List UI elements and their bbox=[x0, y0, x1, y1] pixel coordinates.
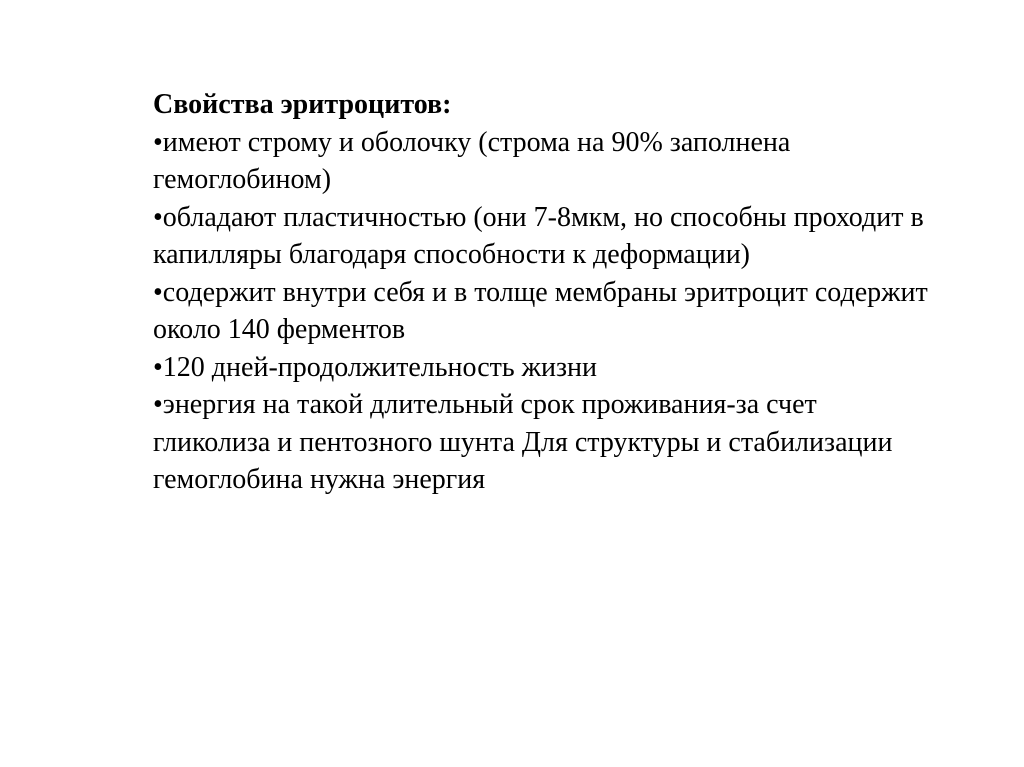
bullet-item-1: •имеют строму и оболочку (строма на 90% заполнена гемоглобином) bbox=[153, 126, 791, 195]
slide-content bbox=[153, 86, 933, 499]
slide-title: Свойства эритроцитов: bbox=[153, 89, 452, 120]
bullet-item-5: •энергия на такой длительный срок проживания-за счет гликолиза и пентозного шунта Для структуры и стабилизации гемоглобина нужна энергия bbox=[153, 389, 893, 495]
bullet-item-2: •обладают пластичностью (они 7-8мкм, но способны проходит в капилляры благодаря способности к деформации) bbox=[153, 201, 924, 270]
bullet-item-3: •содержит внутри себя и в толще мембраны эритроцит содержит около 140 ферментов bbox=[153, 276, 928, 345]
bullet-item-4: •120 дней-продолжительность жизни bbox=[153, 351, 598, 383]
